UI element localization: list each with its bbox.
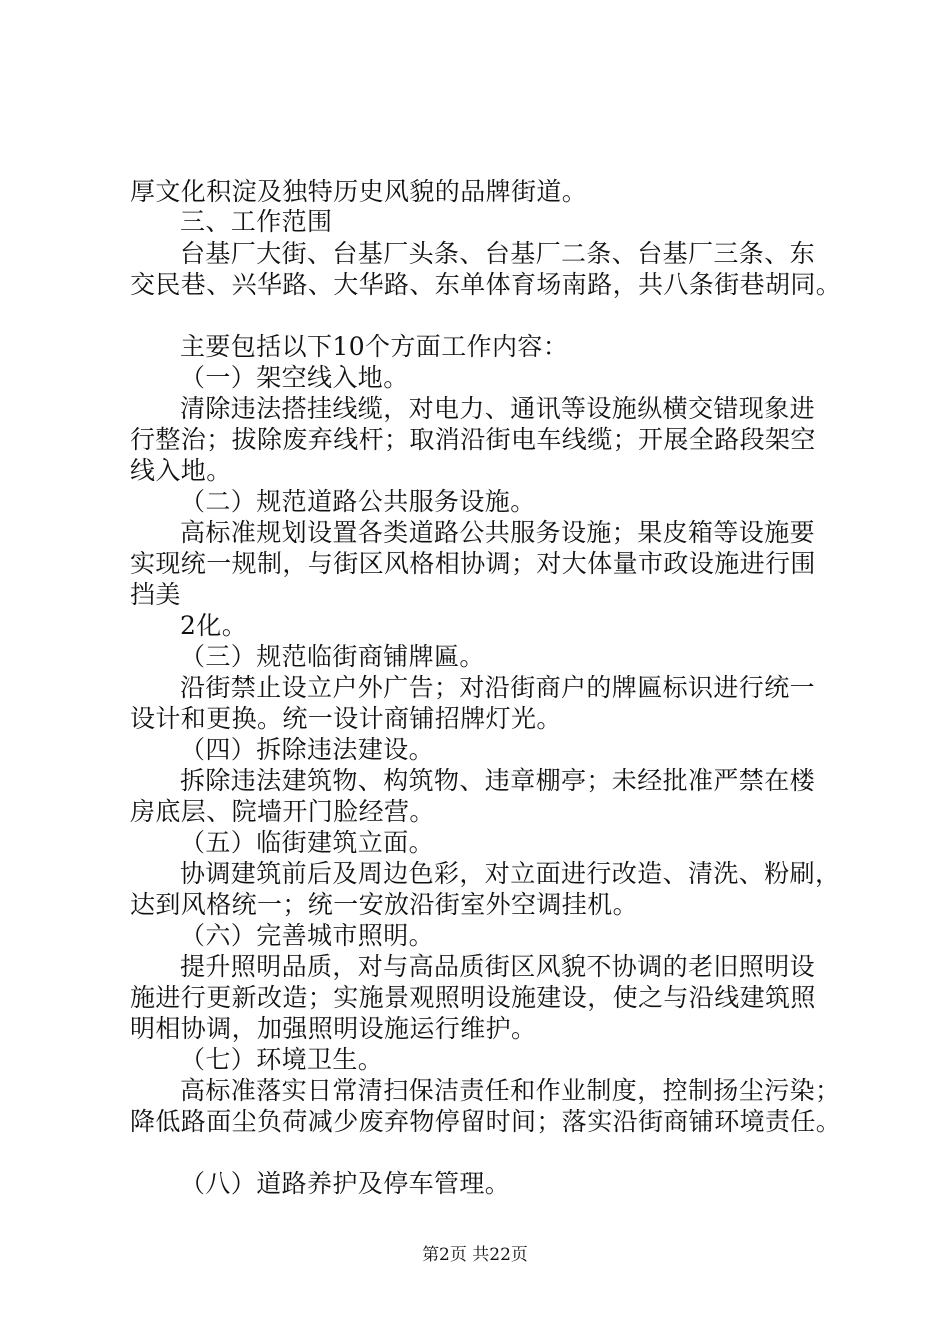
- subsection-heading: （五）临街建筑立面。: [180, 828, 435, 857]
- text-line: 高标准落实日常清扫保洁责任和作业制度，控制扬尘污染；: [180, 1076, 841, 1105]
- subsection-heading: （三）规范临街商铺牌匾。: [180, 642, 485, 671]
- text-line: 明相协调，加强照明设施运行维护。: [130, 1014, 537, 1043]
- text-line: 主要包括以下10个方面工作内容：: [180, 332, 569, 361]
- text-line: 降低路面尘负荷减少废弃物停留时间；落实沿街商铺环境责任。: [130, 1107, 842, 1136]
- text-line: 房底层、院墙开门脸经营。: [130, 797, 435, 826]
- text-line: 清除违法搭挂线缆，对电力、通讯等设施纵横交错现象进: [180, 394, 816, 423]
- page-footer: 第2页 共22页: [422, 1245, 528, 1265]
- text-line: 挡美: [130, 580, 181, 609]
- section-heading: 三、工作范围: [180, 207, 333, 236]
- text-line: 沿街禁止设立户外广告；对沿街商户的牌匾标识进行统一: [180, 673, 816, 702]
- text-line: 提升照明品质，对与高品质街区风貌不协调的老旧照明设: [180, 952, 816, 981]
- subsection-heading: （六）完善城市照明。: [180, 921, 435, 950]
- subsection-heading: （八）道路养护及停车管理。: [180, 1169, 511, 1198]
- text-line: 2化。: [180, 611, 248, 640]
- text-line: 线入地。: [130, 456, 232, 485]
- text-line: 行整治；拔除废弃线杆；取消沿街电车线缆；开展全路段架空: [130, 425, 816, 454]
- text-line: 协调建筑前后及周边色彩，对立面进行改造、清洗、粉刷，: [180, 859, 841, 888]
- text-line: 交民巷、兴华路、大华路、东单体育场南路，共八条街巷胡同。: [130, 270, 842, 299]
- text-line: 施进行更新改造；实施景观照明设施建设，使之与沿线建筑照: [130, 983, 816, 1012]
- subsection-heading: （一）架空线入地。: [180, 363, 409, 392]
- subsection-heading: （四）拆除违法建设。: [180, 735, 435, 764]
- text-line: 达到风格统一；统一安放沿街室外空调挂机。: [130, 890, 639, 919]
- subsection-heading: （二）规范道路公共服务设施。: [180, 487, 536, 516]
- subsection-heading: （七）环境卫生。: [180, 1045, 384, 1074]
- text-line: 实现统一规制，与街区风格相协调；对大体量市政设施进行围: [130, 549, 816, 578]
- text-line: 设计和更换。统一设计商铺招牌灯光。: [130, 704, 562, 733]
- text-line: 厚文化积淀及独特历史风貌的品牌街道。: [130, 177, 588, 206]
- text-line: 台基厂大街、台基厂头条、台基厂二条、台基厂三条、东: [180, 239, 816, 268]
- text-line: 拆除违法建筑物、构筑物、违章棚亭；未经批准严禁在楼: [180, 766, 816, 795]
- text-line: 高标准规划设置各类道路公共服务设施；果皮箱等设施要: [180, 518, 816, 547]
